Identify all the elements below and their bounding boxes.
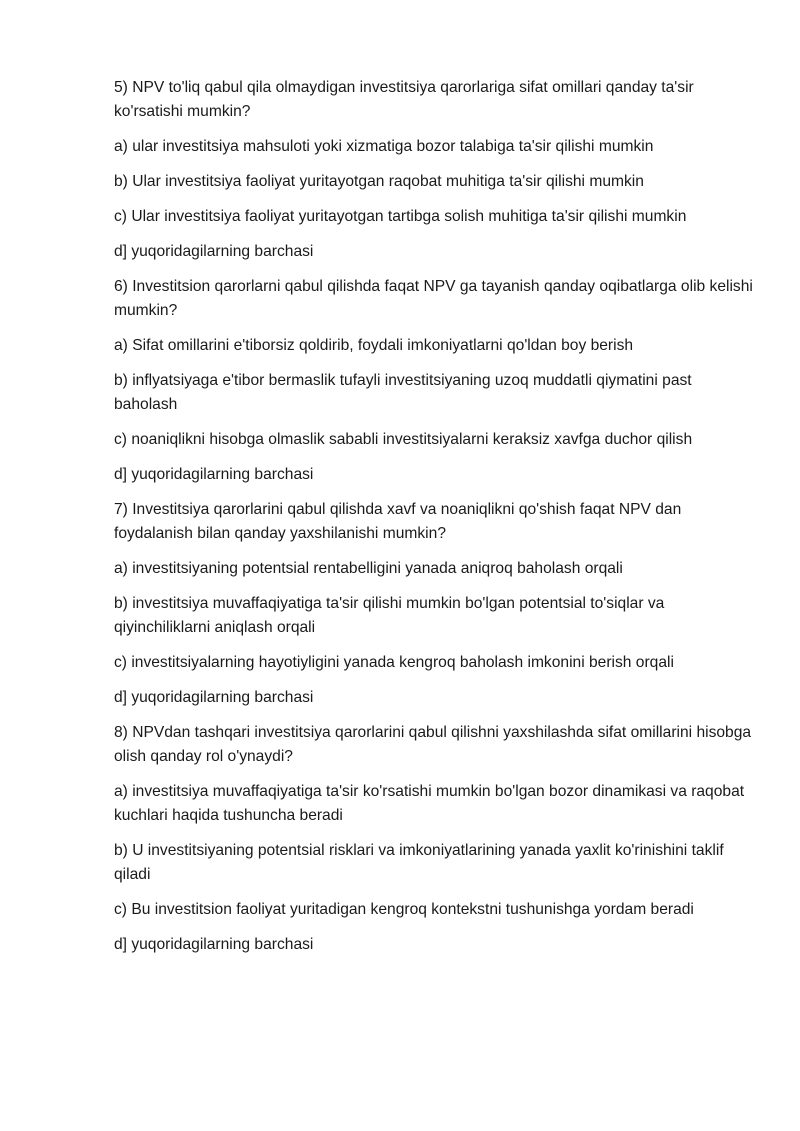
document-page (114, 76, 754, 968)
question-5-option-d: d] yuqoridagilarning barchasi (114, 243, 314, 260)
question-5-option-b: b) Ular investitsiya faoliyat yuritayotgan raqobat muhitiga ta'sir qilishi mumkin (114, 173, 644, 190)
question-7-option-d: d] yuqoridagilarning barchasi (114, 689, 314, 706)
question-6-option-c: c) noaniqlikni hisobga olmaslik sababli investitsiyalarni keraksiz xavfga duchor qilish (114, 431, 693, 448)
question-5-text: 5) NPV to'liq qabul qila olmaydigan investitsiya qarorlariga sifat omillari qanday ta'sir ko'rsatishi mumkin? (114, 79, 694, 120)
question-8-option-c: c) Bu investitsion faoliyat yuritadigan kengroq kontekstni tushunishga yordam beradi (114, 901, 694, 918)
question-8-text: 8) NPVdan tashqari investitsiya qarorlarini qabul qilishni yaxshilashda sifat omillarini hisobga olish qanday rol o'ynaydi? (114, 724, 752, 765)
question-5-option-c: c) Ular investitsiya faoliyat yuritayotgan tartibga solish muhitiga ta'sir qilishi mumkin (114, 208, 687, 225)
question-7-text: 7) Investitsiya qarorlarini qabul qilishda xavf va noaniqlikni qo'shish faqat NPV dan foydalanish bilan qanday yaxshilanishi mumkin? (114, 501, 682, 542)
question-6-option-b: b) inflyatsiyaga e'tibor bermaslik tufayli investitsiyaning uzoq muddatli qiymatini past baholash (114, 372, 692, 413)
question-6-option-d: d] yuqoridagilarning barchasi (114, 466, 314, 483)
question-8-option-a: a) investitsiya muvaffaqiyatiga ta'sir ko'rsatishi mumkin bo'lgan bozor dinamikasi va raqobat kuchlari haqida tushuncha beradi (114, 783, 745, 824)
question-7-option-b: b) investitsiya muvaffaqiyatiga ta'sir qilishi mumkin bo'lgan potentsial to'siqlar va qiyinchiliklarni aniqlash orqali (114, 595, 665, 636)
question-7-option-c: c) investitsiyalarning hayotiyligini yanada kengroq baholash imkonini berish orqali (114, 654, 674, 671)
question-5-option-a: a) ular investitsiya mahsuloti yoki xizmatiga bozor talabiga ta'sir qilishi mumkin (114, 138, 654, 155)
question-7-option-a: a) investitsiyaning potentsial rentabelligini yanada aniqroq baholash orqali (114, 560, 623, 577)
question-8-option-b: b) U investitsiyaning potentsial risklari va imkoniyatlarining yanada yaxlit ko'rinishini taklif qiladi (114, 842, 724, 883)
question-8-option-d: d] yuqoridagilarning barchasi (114, 936, 314, 953)
question-6-option-a: a) Sifat omillarini e'tiborsiz qoldirib, foydali imkoniyatlarni qo'ldan boy berish (114, 337, 634, 354)
question-6-text: 6) Investitsion qarorlarni qabul qilishda faqat NPV ga tayanish qanday oqibatlarga olib kelishi mumkin? (114, 278, 753, 319)
